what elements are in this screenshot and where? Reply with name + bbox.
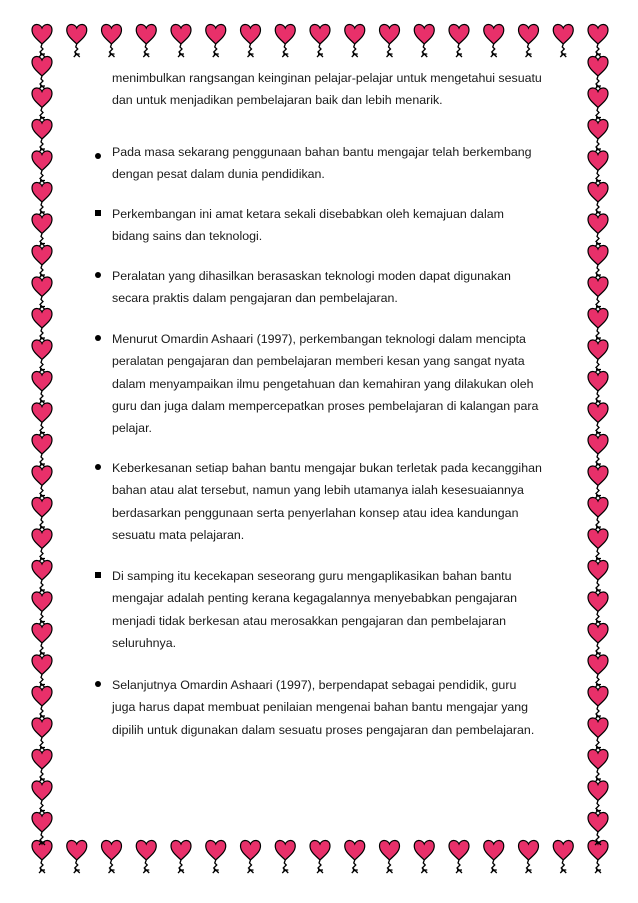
intro-line: dan untuk menjadikan pembelajaran baik dan lebih menarik. bbox=[112, 93, 443, 108]
bullet-square bbox=[95, 572, 101, 578]
bullet-dot bbox=[95, 153, 101, 159]
list-item: Pada masa sekarang penggunaan bahan bantu mengajar telah berkembang dengan pesat dalam dunia pendidikan. bbox=[112, 145, 532, 182]
bullet-dot bbox=[95, 681, 101, 687]
bullet-dot bbox=[95, 464, 101, 470]
bullet-square bbox=[95, 210, 101, 216]
list-item: Perkembangan ini amat ketara sekali disebabkan oleh kemajuan dalam bidang sains dan teknologi. bbox=[112, 207, 504, 244]
list-item: Keberkesanan setiap bahan bantu mengajar bukan terletak pada kecanggihan bahan atau alat tersebut, namun yang lebih utamanya ialah kesesuaiannya berdasarkan penggunaan serta penyerlahan konsep atau idea kandungan sesuatu mata pelajaran. bbox=[112, 461, 542, 542]
list-item: Peralatan yang dihasilkan berasaskan teknologi moden dapat digunakan secara praktis dalam pengajaran dan pembelajaran. bbox=[112, 269, 511, 306]
list-item: Selanjutnya Omardin Ashaari (1997), berpendapat sebagai pendidik, guru juga harus dapat membuat penilaian mengenai bahan bantu mengajar yang dipilih untuk digunakan dalam sesuatu proses pengajaran dan pembelajaran. bbox=[112, 678, 535, 737]
bullet-dot bbox=[95, 335, 101, 341]
bullet-dot bbox=[95, 272, 101, 278]
list-item: Di samping itu kecekapan seseorang guru mengaplikasikan bahan bantu mengajar adalah penting kerana kegagalannya menyebabkan pengajaran menjadi tidak berkesan atau merosakkan pengajaran dan pembelajaran seluruhnya. bbox=[112, 569, 518, 650]
intro-paragraph bbox=[112, 67, 572, 112]
list-item: Menurut Omardin Ashaari (1997), perkembangan teknologi dalam mencipta peralatan pengajaran dan pembelajaran memberi kesan yang sangat nyata dalam menyampaikan ilmu pengetahuan dan kemahiran yang dilakukan oleh guru dan juga dalam mempercepatkan proses pembelajaran di kalangan para pelajar. bbox=[112, 332, 539, 436]
intro-line: menimbulkan rangsangan keinginan pelajar-pelajar untuk mengetahui sesuatu bbox=[112, 71, 542, 85]
